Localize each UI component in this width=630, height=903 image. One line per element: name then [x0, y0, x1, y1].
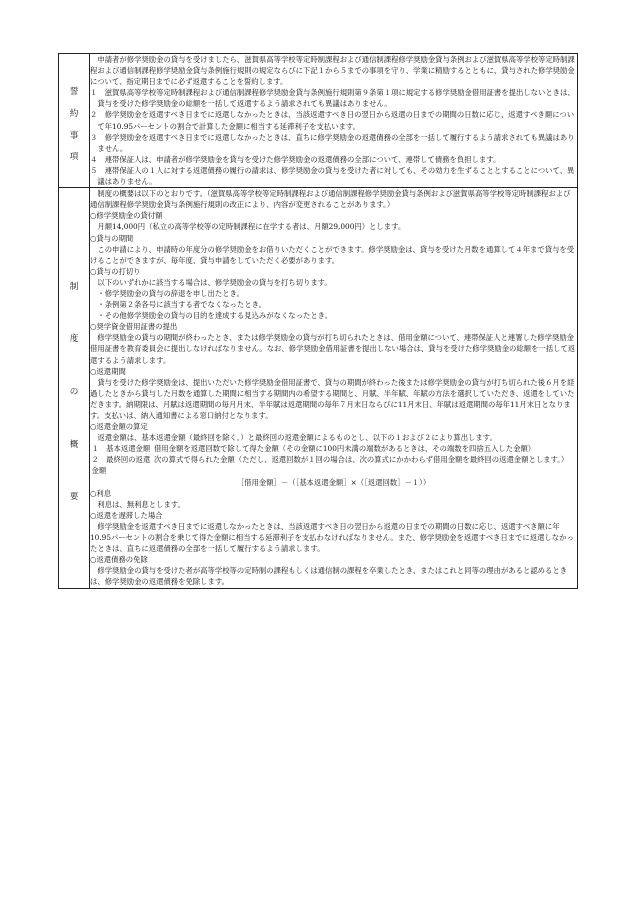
pledge-label — [70, 88, 79, 161]
pledge-item: ４ 連帯保証人は、申請者が修学奨励金を貸与を受けた修学奨励金の返還債務の全部について、連帯して債務を負担します。 — [90, 154, 501, 164]
loan-period-heading: ○貸与の期間 — [90, 233, 134, 243]
exemption-heading: ○返還債務の免除 — [90, 555, 148, 565]
pledge-item: ３ 修学奨励金を返還すべき日までに返還しなかったときは、直ちに修学奨励金の返還債務の全部を一括して履行するよう請求されても異議はありません。 — [90, 132, 575, 153]
exemption-text: 修学奨励金の貸与を受けた者が高等学校等の定時制の課程もしくは通信制の課程を卒業したとき、またはこれと同等の理由があると認めるときは、修学奨励金の返還債務を免除します。 — [90, 566, 568, 587]
termination-text: 以下のいずれかに該当する場合は、修学奨励金の貸与を打ち切ります。 — [97, 277, 332, 287]
pledge-label-char: 誓 — [69, 87, 79, 98]
termination-heading: ○貸与の打切り — [90, 266, 141, 276]
pledge-label-char: 項 — [69, 152, 79, 163]
interest-text: 利息は、無利息とします。 — [97, 499, 185, 509]
calc-formula: ［借用金額］－（［基本返還金額］×（［返還回数］－１）） — [236, 477, 431, 487]
overview-label-char: 制 — [69, 281, 79, 292]
overview-row — [59, 188, 578, 588]
certificate-heading: ○奨学資金借用証書の提出 — [90, 322, 178, 332]
overview-label-char: 概 — [69, 439, 79, 450]
pledge-label-char: 約 — [69, 108, 79, 119]
repay-period-text: 貸与を受けた修学奨励金は、提出いただいた修学奨励金借用証書で、貸与の期間が終わった後または修学奨励金の貸与が打ち切られた後６月を経過したときから貸与した月数を通算した期間に相当する期間内の希望する期間と、月賦、半年賦、年賦の方法を選択していただき、返還をしていただきます。納期限は、月賦は返還期間の毎月月末、半年賦は返還期間の毎年７月末日ならびに11月末日、年賦は返還期間の毎年11月末日となります。支払いは、納入通知書による窓口納付となります。 — [90, 377, 575, 420]
pledge-item: ２ 修学奨励金を返還すべき日までに返還しなかったときは、当該返還すべき日の翌日から返還の日までの期間の日数に応じ、返還すべき額について年10.95パーセントの割合で計算した金額に相当する延滞利子を支払います。 — [90, 110, 575, 131]
calc-item-label: ２ 最終回の返還金額 — [91, 455, 151, 476]
pledge-label-char: 事 — [69, 130, 79, 141]
pledge-content — [90, 54, 578, 188]
interest-heading: ○利息 — [90, 488, 112, 498]
pledge-item: ５ 連帯保証人の１人に対する返還債務の履行の請求は、修学奨励金の貸与を受けた者に対しても、その効力を生ずることとすることについて、異議はありません。 — [90, 165, 575, 187]
overview-label — [70, 283, 79, 502]
termination-item: ・修学奨励金の貸与の辞退を申し出たとき。 — [97, 288, 244, 298]
calc-item-text: 次の算式で得られた金額（ただし、返還回数が１回の場合は、次の算式にかかわらず借用金額を最終回の返還金額とします。） — [153, 455, 569, 465]
overview-label-char: 要 — [69, 492, 79, 503]
overview-label-cell — [59, 188, 90, 588]
calc-item-label: １ 基本返還金額 — [91, 444, 151, 454]
pledge-row — [59, 54, 578, 188]
certificate-text: 修学奨励金の貸与の期間が終わったとき、または修学奨励金の貸与が打ち切られたときは、借用金額について、連帯保証人と連署した修学奨励金借用証書を教育委員会に提出しなければなりません。なお、修学奨励金借用証書を提出しない場合は、貸与を受けた修学奨励金の総額を一括して返還するよう請求します。 — [90, 333, 576, 365]
calc-heading: ○返還金額の算定 — [90, 422, 148, 432]
pledge-label-cell — [59, 54, 90, 188]
calc-item — [90, 454, 577, 476]
calc-text: 返還金額は、基本返還金額（最終回を除く。）と最終回の返還金額によるものとし、以下の１および２により算出します。 — [97, 433, 497, 443]
pledge-intro: 申請者が修学奨励金の貸与を受けましたら、滋賀県高等学校等定時制課程および通信制課程修学奨励金貸与条例および滋賀県高等学校等定時制課程および通信制課程修学奨励金貸与条例施行規則の規定ならびに下記１から５までの事項を守り、学業に精励するとともに、貸与された修学奨励金について、指定期日までに必ず返還することを誓約します。 — [90, 55, 575, 87]
overview-intro: 制度の概要は以下のとおりです。（滋賀県高等学校等定時制課程および通信制課程修学奨励金貸与条例および滋賀県高等学校等定時制課程および通信制課程修学奨励金貸与条例施行規則の改正により、内容が変更されることがあります。） — [90, 189, 571, 210]
loan-amount-text: 月額14,000円（私立の高等学校等の定時制課程に在学する者は、月額29,000円）とします。 — [97, 222, 406, 232]
loan-period-text: この申請により、申請時の年度分の修学奨励金をお借りいただくことができます。修学奨励金は、貸与を受けた月数を通算して４年まで貸与を受けることができますが、毎年度、貸与申請をしていただく必要があります。 — [90, 244, 575, 265]
delay-heading: ○返還を遅滞した場合 — [90, 510, 163, 520]
termination-item: ・条例第２条各号に該当する者でなくなったとき。 — [97, 300, 266, 310]
overview-label-char: の — [69, 387, 79, 398]
repay-period-heading: ○返還期間 — [90, 366, 126, 376]
pledge-item: １ 滋賀県高等学校等定時制課程および通信制課程修学奨励金貸与条例施行規則第９条第１項に規定する修学奨励金借用証書を提出しないときは、貸与を受けた修学奨励金の総額を一括して返還するよう請求されても異議はありません。 — [90, 88, 575, 109]
loan-amount-heading: ○修学奨励金の貸付額 — [90, 211, 163, 221]
overview-content — [90, 188, 578, 588]
calc-item-text: 借用金額を返還回数で除して得た金額（その金額に100円未満の端数があるときは、その端数を四捨五入した金額） — [153, 444, 536, 454]
overview-label-char: 度 — [69, 334, 79, 345]
calc-item — [90, 443, 577, 454]
document-table — [58, 53, 578, 589]
delay-text: 修学奨励金を返還すべき日までに返還しなかったときは、当該返還すべき日の翌日から返還の日までの期間の日数に応じ、返還すべき額に年10.95パーセントの割合を乗じて得た金額に相当する延滞利子を支払わなければなりません。また、修学奨励金を返還すべき日までに返還しなかったときは、直ちに返還債務の全部を一括して履行するよう請求します。 — [90, 521, 574, 554]
termination-item: ・その他修学奨励金の貸与の目的を達成する見込みがなくなったとき。 — [97, 311, 333, 321]
